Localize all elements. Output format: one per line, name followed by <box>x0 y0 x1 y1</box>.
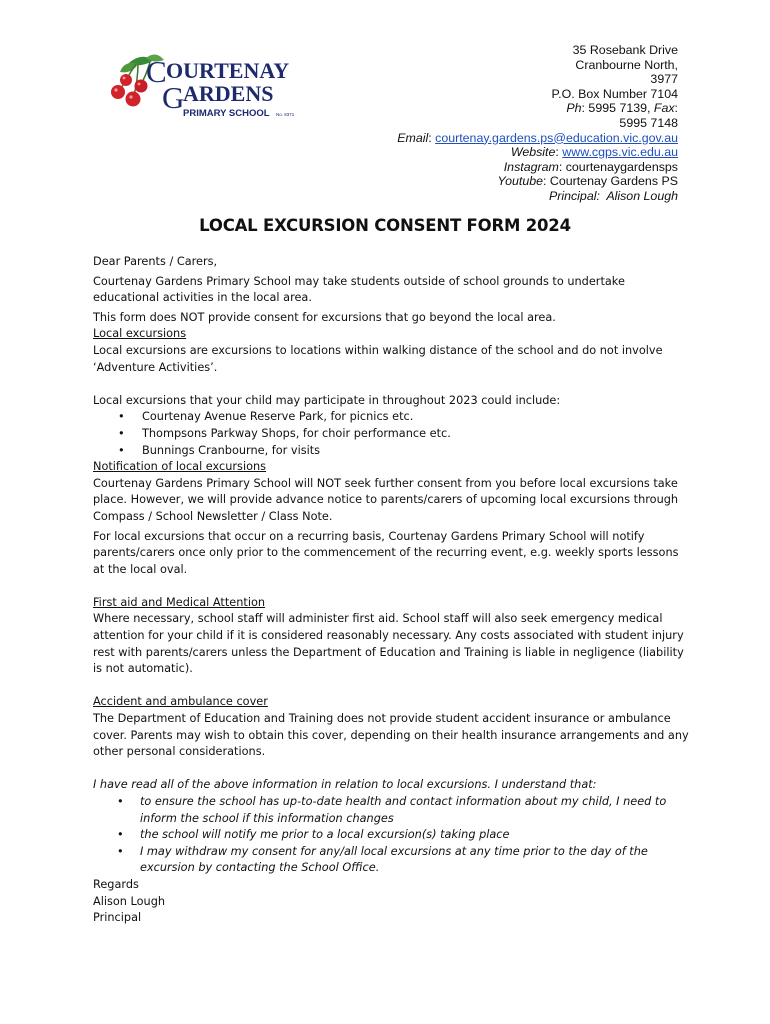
instagram-label: Instagram <box>503 159 559 174</box>
address-po-box: P.O. Box Number 7104 <box>551 86 678 101</box>
logo-word-gardens: ARDENS <box>183 81 274 106</box>
website-line: Website: www.cgps.vic.edu.au <box>510 145 678 160</box>
address-street: 35 Rosebank Drive <box>572 43 678 57</box>
heading-local-excursions: Local excursions <box>93 327 187 341</box>
examples-list <box>93 409 693 459</box>
heading-ambulance: Accident and ambulance cover <box>93 695 268 709</box>
cherry-icon <box>126 92 141 107</box>
list-item: • the school will notify me prior to a local excursion(s) taking place <box>93 827 693 844</box>
principal-value: Alison Lough <box>599 188 678 203</box>
signature-role: Principal <box>93 911 142 925</box>
cherry-icon <box>111 85 125 99</box>
paragraph-scope: This form does NOT provide consent for excursions that go beyond the local area. <box>93 310 556 324</box>
paragraph-first-aid: Where necessary, school staff will administer first aid. School staff will also seek emergency medical attention for your child if it is considered reasonably necessary. Any costs associated with student injury rest with parents/carers unless the Department of Education and Training is liable in negligence (liability is not automatic). <box>93 612 684 676</box>
phone-fax-line <box>397 101 678 116</box>
fax-colon: : <box>674 101 678 116</box>
paragraph-local-definition: Local excursions are excursions to locations within walking distance of the school and do not involve ‘Adventure Activities’. <box>93 343 663 374</box>
principal-label: Principal: <box>548 188 600 203</box>
youtube-label: Youtube <box>497 174 543 189</box>
letter-body <box>93 254 693 927</box>
website-link[interactable]: www.cgps.vic.edu.au <box>562 145 678 160</box>
paragraph-ambulance: The Department of Education and Training does not provide student accident insurance or ambulance cover. Parents may wish to obtain this cover, depending on their health insurance arrangements and any other personal considerations. <box>93 712 689 759</box>
logo-word-courtenay: OURTENAY <box>166 58 290 83</box>
logo-graphic <box>106 52 306 122</box>
heading-notification: Notification of local excursions <box>93 460 267 474</box>
email-label: Email <box>397 130 429 145</box>
phone-label: Ph <box>566 101 582 116</box>
website-label: Website <box>510 145 556 160</box>
address-block <box>397 43 678 204</box>
cherry-icon <box>120 74 132 86</box>
logo-school-number: No. 8371 <box>276 112 295 117</box>
youtube-value: : Courtenay Gardens PS <box>543 174 678 189</box>
list-item: • to ensure the school has up-to-date health and contact information about my child, I need to inform the school if this information changes <box>93 794 693 827</box>
heading-first-aid: First aid and Medical Attention <box>93 595 266 609</box>
email-link[interactable]: courtenay.gardens.ps@education.vic.gov.au <box>435 130 678 145</box>
school-logo <box>106 52 306 122</box>
instagram-line <box>397 160 678 175</box>
paragraph-examples-intro: Local excursions that your child may participate in throughout 2023 could include: <box>93 393 561 407</box>
list-item: • Courtenay Avenue Reserve Park, for picnics etc. <box>93 409 693 426</box>
youtube-line <box>397 174 678 189</box>
greeting: Dear Parents / Carers, <box>93 255 218 268</box>
paragraph-notification: Courtenay Gardens Primary School will NOT seek further consent from you before local excursions take place. However, we will provide advance notice to parents/carers of upcoming local excursions through Compass / School Newsletter / Class Note. <box>93 476 679 523</box>
page-title: LOCAL EXCURSION CONSENT FORM 2024 <box>199 216 571 235</box>
address-suburb: Cranbourne North, <box>575 57 678 72</box>
logo-initial-c: C <box>146 54 167 89</box>
logo-subtitle: PRIMARY SCHOOL <box>183 108 270 119</box>
email-line: Email: courtenay.gardens.ps@education.vic.gov.au <box>397 130 678 145</box>
fax-label: Fax <box>653 101 675 116</box>
address-postcode: 3977 <box>650 72 678 87</box>
logo-initial-g: G <box>162 80 185 115</box>
list-item: • I may withdraw my consent for any/all local excursions at any time prior to the day of the excursion by contacting the School Office. <box>93 844 693 877</box>
list-item: • Thompsons Parkway Shops, for choir performance etc. <box>93 426 693 443</box>
signature-name: Alison Lough <box>93 894 166 908</box>
phone-value: : 5995 7139, <box>581 101 654 116</box>
paragraph-recurring: For local excursions that occur on a recurring basis, Courtenay Gardens Primary School will notify parents/carers once only prior to the commencement of the recurring event, e.g. weekly sports lessons at the local oval. <box>93 529 679 576</box>
understandings-list <box>93 794 693 877</box>
instagram-value: : courtenaygardensps <box>558 159 678 174</box>
fax-value: 5995 7148 <box>619 115 678 130</box>
paragraph-acknowledgement: I have read all of the above information in relation to local excursions. I understand that: <box>93 778 597 792</box>
paragraph-intro: Courtenay Gardens Primary School may take students outside of school grounds to undertake educational activities in the local area. <box>93 274 625 305</box>
signoff: Regards <box>93 877 139 891</box>
principal-line <box>397 189 678 204</box>
list-item: • Bunnings Cranbourne, for visits <box>93 443 693 460</box>
